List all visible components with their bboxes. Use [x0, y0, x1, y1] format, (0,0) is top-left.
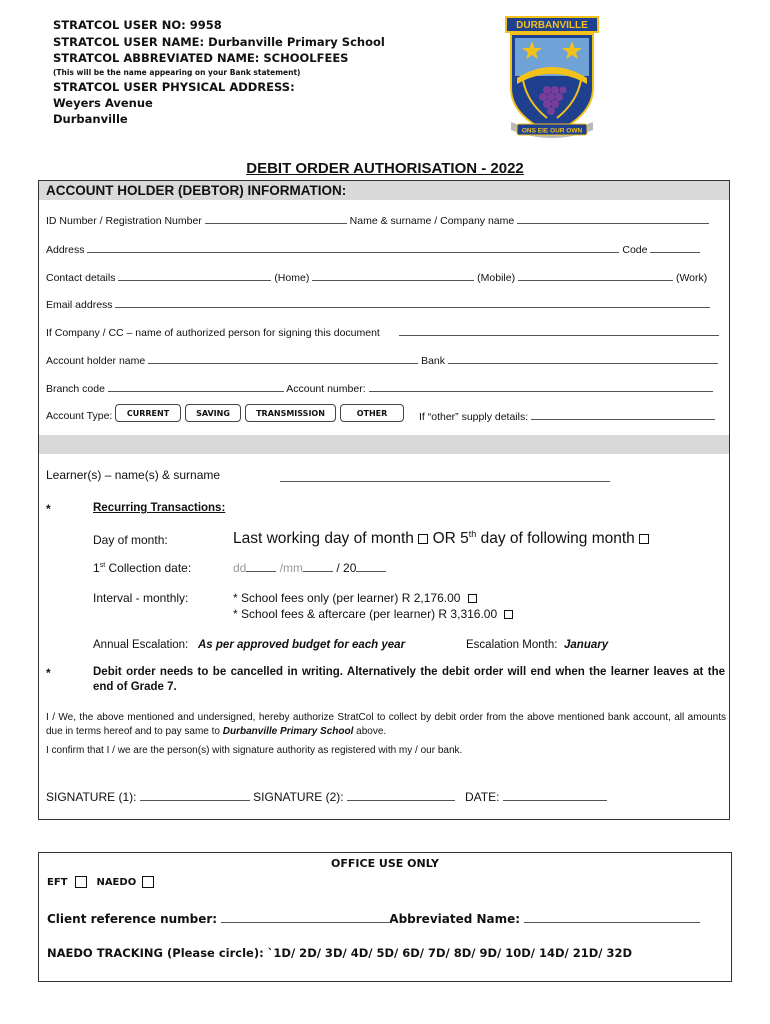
email-label: Email address — [46, 299, 113, 311]
collection-year-prefix: / 20 — [336, 561, 357, 575]
collection-year-field[interactable] — [356, 562, 386, 572]
recurring-heading: Recurring Transactions: — [93, 502, 226, 514]
learners-label: Learner(s) – name(s) & surname — [46, 468, 221, 482]
escalation-label: Annual Escalation: — [93, 639, 189, 651]
account-type-transmission[interactable]: TRANSMISSION — [245, 404, 336, 422]
day-of-month-label: Day of month: — [93, 533, 168, 547]
bank-field[interactable] — [448, 354, 718, 364]
section-title: ACCOUNT HOLDER (DEBTOR) INFORMATION: — [46, 183, 347, 198]
signature-2-field[interactable] — [347, 791, 455, 801]
signature-1-field[interactable] — [140, 791, 250, 801]
account-type-current[interactable]: CURRENT — [115, 404, 181, 422]
branch-code-field[interactable] — [108, 382, 284, 392]
contact-label: Contact details — [46, 272, 116, 284]
learners-field[interactable] — [280, 472, 610, 482]
authorization-text — [46, 711, 726, 739]
account-number-label: Account number: — [286, 383, 366, 395]
authorization-school-name: Durbanville Primary School — [222, 726, 354, 737]
form-title: DEBIT ORDER AUTHORISATION - 2022 — [246, 160, 524, 177]
day-or-label: OR 5 — [432, 530, 469, 548]
collection-month-field[interactable] — [303, 562, 333, 572]
company-person-label: If Company / CC – name of authorized person for signing this document — [46, 327, 380, 339]
client-reference-label: Client reference number: — [47, 912, 218, 926]
stratcol-user-no: STRATCOL USER NO: 9958 — [53, 18, 222, 32]
signature-authority-confirm: I confirm that I / we are the person(s) with signature authority as registered with my / our bank. — [46, 745, 463, 756]
account-type-other[interactable]: OTHER — [340, 404, 404, 422]
naedo-checkbox[interactable] — [142, 876, 154, 888]
interval-label: Interval - monthly: — [93, 591, 189, 605]
work-label: (Work) — [675, 272, 708, 284]
date-label: DATE: — [464, 790, 500, 804]
abbreviated-name-label: Abbreviated Name: — [389, 912, 521, 926]
work-phone-field[interactable] — [518, 271, 673, 281]
mobile-label: (Mobile) — [477, 272, 516, 284]
mobile-phone-field[interactable] — [312, 271, 474, 281]
branch-code-label: Branch code — [46, 383, 105, 395]
email-field[interactable] — [115, 298, 710, 308]
svg-text:ONS EIE OUR OWN: ONS EIE OUR OWN — [521, 127, 583, 135]
naedo-tracking: NAEDO TRACKING (Please circle): `1D/ 2D/ 3D/ 4D/ 5D/ 6D/ 7D/ 8D/ 9D/ 10D/ 14D/ 21D/ 32D — [47, 946, 633, 960]
collection-dd-placeholder: dd — [233, 561, 247, 575]
fee-option-school-only: * School fees only (per learner) R 2,176.00 — [233, 591, 461, 605]
home-phone-field[interactable] — [118, 271, 271, 281]
fee-school-aftercare-checkbox[interactable] — [504, 610, 513, 619]
company-person-field[interactable] — [399, 326, 719, 336]
physical-address-label: STRATCOL USER PHYSICAL ADDRESS: — [53, 80, 295, 94]
address-field[interactable] — [87, 243, 619, 253]
divider-band — [39, 435, 729, 454]
authorization-text-end: above. — [353, 726, 387, 737]
address-line-1: Weyers Avenue — [53, 96, 153, 110]
other-details-field[interactable] — [531, 410, 715, 420]
collection-label-sup: st — [99, 562, 106, 569]
bank-label: Bank — [421, 355, 446, 367]
home-label: (Home) — [274, 272, 310, 284]
cancel-note: Debit order needs to be cancelled in writing. Alternatively the debit order will end when the learner leaves at the end of Grade 7. — [93, 666, 725, 693]
escalation-value: As per approved budget for each year — [198, 639, 406, 651]
fee-option-school-aftercare: * School fees & aftercare (per learner) R 3,316.00 — [233, 607, 498, 621]
id-number-label: ID Number / Registration Number — [46, 215, 202, 227]
eft-label: EFT — [47, 877, 68, 888]
stratcol-abbreviated-name: STRATCOL ABBREVIATED NAME: SCHOOLFEES — [53, 51, 349, 65]
account-number-field[interactable] — [369, 382, 713, 392]
signature-1-label: SIGNATURE (1): — [46, 790, 137, 804]
cancel-note-bullet: * — [46, 666, 51, 680]
office-use-title: OFFICE USE ONLY — [331, 857, 439, 870]
address-label: Address — [46, 244, 85, 256]
recurring-bullet: * — [46, 502, 51, 516]
day-superscript: th — [468, 529, 477, 539]
fee-school-only-checkbox[interactable] — [468, 594, 477, 603]
escalation-month-label: Escalation Month: — [466, 639, 558, 651]
address-line-2: Durbanville — [53, 112, 128, 126]
account-holder-label: Account holder name — [46, 355, 146, 367]
collection-label-prefix: 1 — [93, 561, 100, 575]
name-company-field[interactable] — [517, 214, 709, 224]
account-type-label: Account Type: — [46, 410, 113, 422]
other-details-label: If “other” supply details: — [419, 411, 529, 423]
day-option-last-working: Last working day of month — [233, 530, 414, 548]
collection-label: Collection date: — [105, 561, 192, 575]
account-holder-field[interactable] — [148, 354, 418, 364]
eft-checkbox[interactable] — [75, 876, 87, 888]
client-reference-field[interactable] — [221, 911, 389, 923]
day-option-following-month: day of following month — [480, 530, 635, 548]
code-field[interactable] — [650, 243, 700, 253]
stratcol-user-name: STRATCOL USER NAME: Durbanville Primary School — [53, 35, 385, 49]
day-following-month-checkbox[interactable] — [639, 534, 649, 544]
code-label: Code — [622, 244, 648, 256]
name-company-label: Name & surname / Company name — [349, 215, 515, 227]
escalation-month-value: January — [564, 639, 609, 651]
naedo-label: NAEDO — [96, 877, 137, 888]
school-crest-logo — [503, 16, 601, 140]
svg-text:DURBANVILLE: DURBANVILLE — [516, 20, 588, 31]
day-last-working-checkbox[interactable] — [418, 534, 428, 544]
date-field[interactable] — [503, 791, 607, 801]
authorization-text-main: I / We, the above mentioned and undersigned, hereby authorize StratCol to collect by debit order from the above mentioned bank account, all amounts due in terms hereof and to pay same to — [46, 712, 726, 737]
collection-day-field[interactable] — [246, 562, 276, 572]
abbreviated-name-field[interactable] — [524, 911, 700, 923]
abbreviated-name-note: (This will be the name appearing on your Bank statement) — [53, 68, 301, 77]
id-number-field[interactable] — [205, 214, 347, 224]
signature-2-label: SIGNATURE (2): — [253, 790, 344, 804]
account-type-saving[interactable]: SAVING — [185, 404, 241, 422]
collection-mm-placeholder: /mm — [279, 561, 304, 575]
